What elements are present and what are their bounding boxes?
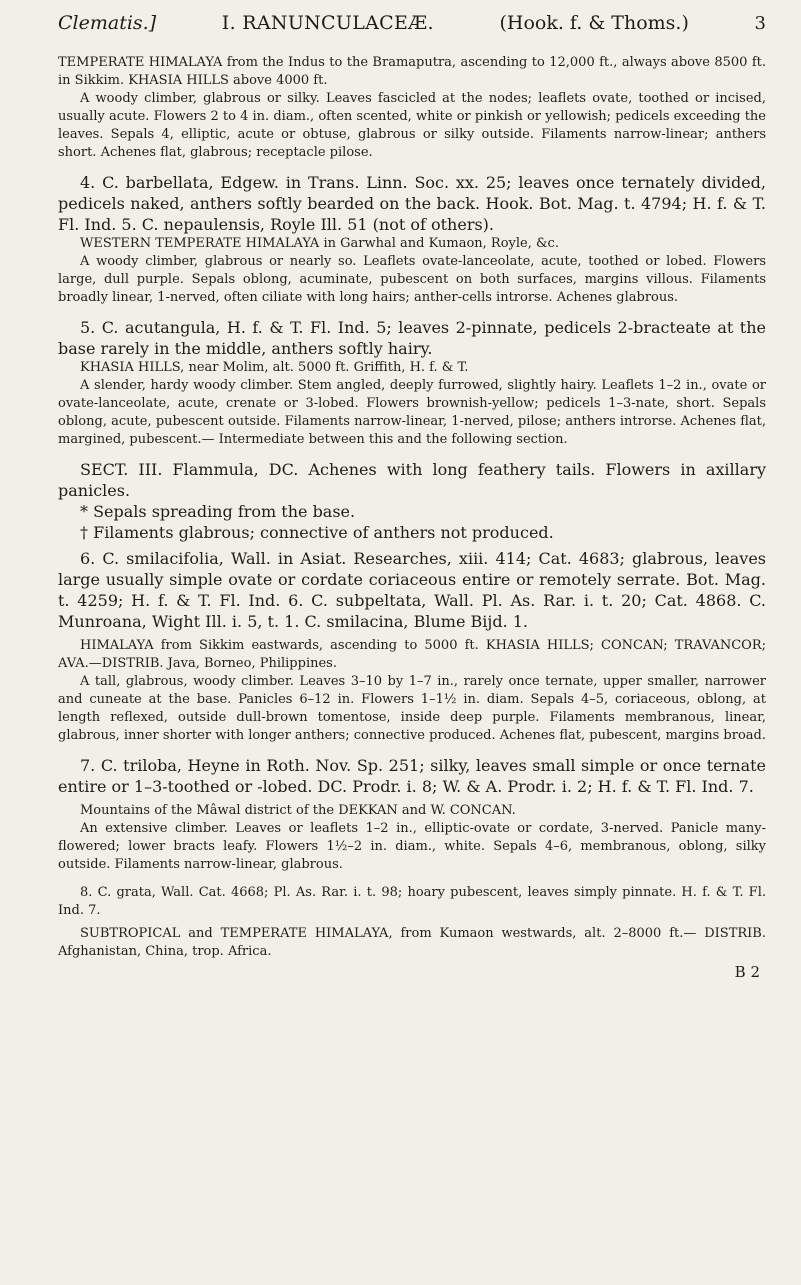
header-family: I. RANUNCULACEÆ. [221,12,434,34]
description-paragraph: A woody climber, glabrous or nearly so. Leaflets ovate-lanceolate, acute, toothed or lobed. Flowers large, dull purple. Sepals oblong, acuminate, pubescent on both surfaces, margins villous. Filaments broadly linear, 1-nerved, often ciliate with long hairs; anther-cells introrse. Achenes glabrous. [58,254,766,305]
distribution-paragraph: SUBTROPICAL and TEMPERATE HIMALAYA, from Kumaon westwards, alt. 2–8000 ft.— DISTRIB. Afghanistan, China, trop. Africa. [58,926,766,959]
header-genus: Clematis.] [58,12,157,34]
species-entry-barbellata: 4. C. barbellata, Edgew. in Trans. Linn. Soc. xx. 25; leaves once ternately divided, pedicels naked, anthers softly bearded on the back. Hook. Bot. Mag. t. 4794; H. f. & T. Fl. Ind. 5. C. nepaulensis, Royle Ill. 51 (not of others). [58,173,766,234]
description-paragraph: An extensive climber. Leaves or leaflets 1–2 in., elliptic-ovate or cordate, 3-nerved. Panicle many-flowered; lower bracts leafy. Flowers 1½–2 in. diam., white. Sepals 4–6, membranous, oblong, silky outside. Filaments narrow-linear, glabrous. [58,821,766,872]
species-entry-acutangula: 5. C. acutangula, H. f. & T. Fl. Ind. 5; leaves 2-pinnate, pedicels 2-bracteate at the base rarely in the middle, anthers softly hairy. [58,318,766,358]
description-paragraph: A tall, glabrous, woody climber. Leaves 3–10 by 1–7 in., rarely once ternate, upper smaller, narrower and cuneate at the base. Panicles 6–12 in. Flowers 1–1½ in. diam. Sepals 4–5, coriaceous, oblong, at length reflexed, outside dull-brown tomentose, inside deep purple. Filaments membranous, linear, glabrous, inner shorter with longer anthers; connective produced. Achenes flat, pubescent, margins broad. [58,674,766,743]
species-entry-triloba: 7. C. triloba, Heyne in Roth. Nov. Sp. 251; silky, leaves small simple or once ternate entire or 1–3-toothed or -lobed. DC. Prodr. i. 8; W. & A. Prodr. i. 2; H. f. & T. Fl. Ind. 7. [58,756,766,796]
species-entry-smilacifolia: 6. C. smilacifolia, Wall. in Asiat. Researches, xiii. 414; Cat. 4683; glabrous, leaves large usually simple ovate or cordate coriaceous entire or remotely serrate. Bot. Mag. t. 4259; H. f. & T. Fl. Ind. 6. C. subpeltata, Wall. Pl. As. Rar. i. t. 20; Cat. 4868. C. Munroana, Wight Ill. i. 5, t. 1. C. smilacina, Blume Bijd. 1. [58,549,766,631]
species-entry-grata: 8. C. grata, Wall. Cat. 4668; Pl. As. Rar. i. t. 98; hoary pubescent, leaves simply pinnate. H. f. & T. Fl. Ind. 7. [58,885,766,918]
signature-mark: B 2 [734,963,760,981]
header-authors: (Hook. f. & Thoms.) [499,12,689,34]
page [58,12,766,981]
distribution-paragraph: TEMPERATE HIMALAYA from the Indus to the Bramaputra, ascending to 12,000 ft., always above 8500 ft. in Sikkim. KHASIA HILLS above 4000 ft. [58,55,766,88]
description-paragraph: A slender, hardy woody climber. Stem angled, deeply furrowed, slightly hairy. Leaflets 1–2 in., ovate or ovate-lanceolate, acute, crenate or 3-lobed. Flowers brownish-yellow; pedicels 1–3-nate, short. Sepals oblong, acute, pubescent outside. Filaments narrow-linear, 1-nerved, pilose; anthers introrse. Achenes flat, margined, pubescent.— Intermediate between this and the following section. [58,378,766,447]
distribution-paragraph: HIMALAYA from Sikkim eastwards, ascending to 5000 ft. KHASIA HILLS; CONCAN; TRAVANCOR; AVA.—DISTRIB. Java, Borneo, Philippines. [58,638,766,671]
description-paragraph: A woody climber, glabrous or silky. Leaves fascicled at the nodes; leaflets ovate, toothed or incised, usually acute. Flowers 2 to 4 in. diam., often scented, white or pinkish or yellowish; pedicels exceeding the leaves. Sepals 4, elliptic, acute or obtuse, glabrous or silky outside. Filaments narrow-linear; anthers short. Achenes flat, glabrous; receptacle pilose. [58,91,766,160]
subsection-heading: * Sepals spreading from the base. [80,502,356,521]
subsection-heading: † Filaments glabrous; connective of anthers not produced. [80,523,554,542]
running-header [58,12,766,34]
page-number: 3 [754,13,766,34]
distribution-paragraph: Mountains of the Mâwal district of the DEKKAN and W. CONCAN. [80,803,516,818]
distribution-paragraph: KHASIA HILLS, near Molim, alt. 5000 ft. Griffith, H. f. & T. [80,360,469,375]
section-heading-flammula: SECT. III. Flammula, DC. Achenes with long feathery tails. Flowers in axillary panicles. [58,460,766,500]
distribution-paragraph: WESTERN TEMPERATE HIMALAYA in Garwhal and Kumaon, Royle, &c. [80,236,559,251]
